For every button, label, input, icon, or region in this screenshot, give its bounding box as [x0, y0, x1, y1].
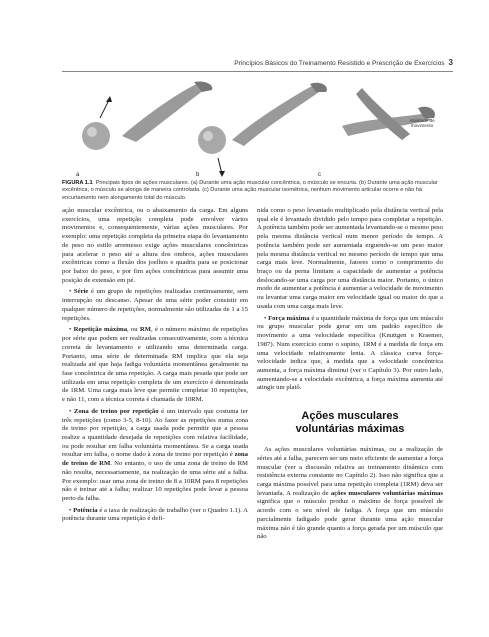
paragraph: nida como o peso levantado multiplicado pela distância vertical pela qual ele é levantado dividido pelo tempo para completar a repetição. A potência também pode ser aumentada levantando-se o mesmo peso pela mesma distância vertical num menor período de tempo. A potência também pode ser aumentada erguendo-se um peso maior pela mesma distância vertical no mesmo período de tempo que uma carga mais leve. Normalmente, fatores como o comprimento do braço ou da perna limitam a capacidade de aumentar a potência deslocando-se uma carga por uma distância maior. Portanto, o único modo de aumentar a potência é aumentar a velocidade de movimento ou levantar uma carga maior em velocidade igual ou maior do que a usada com uma carga mais leve.	[257, 207, 443, 310]
list-item-zona-treino: • Zona de treino por repetição é um intervalo que costuma ter três repetições (como 3-5, 8-10). Ao fazer as repetições numa zona de treino por repetição, a carga usada pode permitir que a pessoa realize a quantidade desejada de repetições com relativa facilidade, ou pode resultar em falha voluntária momentânea. Se a carga usada resultar em falha, o nome dado à zona de treino por repetição é zona de treino de RM. No entanto, o uso de uma zona de treino de RM não resulta, necessariamente, na realização de uma série até a falha. Por exemplo: usar uma zona de treino de 8 a 10RM para 8 repetições não é treinar até a falha; realizar 10 repetições pode levar a pessoa perto da falha.	[62, 407, 248, 502]
section-heading: Ações musculares voluntárias máximas	[295, 410, 405, 436]
term: RM	[139, 326, 151, 334]
list-item-potencia: • Potência é a taxa de realização de trabalho (ver o Quadro 1.1). A potência durante uma repetição é defi-	[62, 506, 248, 523]
caption-label: FIGURA 1.1	[62, 180, 93, 186]
term: Zona de treino por repetição	[73, 407, 159, 415]
page-number: 3	[448, 58, 453, 67]
left-column	[62, 207, 248, 524]
list-item-forca-maxima: • Força máxima é a quantidade máxima de força que um músculo ou grupo muscular pode gerar em um padrão específico de movimento a uma velocidade específica (Knuttgen e Kraemer, 1987). Num exercício como o supino, 1RM é a medida de força em uma velocidade relativamente lenta. A clássica curva força-velocidade indica que, à medida que a velocidade concêntrica aumenta, a força máxima diminui (ver o Capítulo 3). Por outro lado, aumentando-se a velocidade excêntrica, a força máxima aumenta até atingir um platô.	[257, 314, 443, 392]
panel-label-a: a	[76, 172, 80, 178]
term: Repetição máxima	[73, 326, 128, 334]
term: Série	[73, 288, 89, 296]
panel-label-c: c	[318, 172, 321, 178]
panel-b-arm	[198, 83, 327, 177]
term: Potência	[73, 506, 98, 514]
panel-label-b: b	[196, 172, 200, 178]
panel-a-arm	[82, 81, 212, 150]
figure-muscle-actions	[62, 78, 454, 178]
paragraph: As ações musculares voluntárias máximas, ou a realização de séries até a falha, parecem ser um meio eficiente de aumentar a força muscular (ver a discussão relativa ao treinamento dinâmico com resistência externa constante no Capítulo 2). Isso não significa que a carga máxima possível para uma repetição completa (1RM) deva ser levantada. A realização de ações musculares voluntárias máximas significa que o músculo produz o máximo de força possível de acordo com o seu nível de fadiga. A força que um músculo parcialmente fadigado pode gerar durante uma ação muscular máxima não é tão grande quanto a força gerada por um músculo que não	[257, 446, 443, 541]
panel-c-arm	[342, 88, 435, 140]
running-title: Princípios Básicos do Treinamento Resistido e Prescrição de Exercícios	[234, 60, 445, 67]
term: ações musculares voluntárias máximas	[330, 489, 443, 497]
list-item-serie: • Série é um grupo de repetições realizadas continuamente, sem interrupção ou descanso. Apesar de uma série poder consistir em qualquer número de repetições, normalmente são utilizadas de 1 a 15 repetições.	[62, 288, 249, 322]
term: zona de treino de RM	[62, 451, 248, 468]
paragraph: ação muscular excêntrica, ou o abaixamento da carga. Em alguns exercícios, uma repetição completa pode envolver vários movimentos e, consequentemente, várias ações musculares. Por exemplo: uma repetição completa da primeira etapa do levantamento de peso no estilo arremesso exige ações musculares concêntricas para acelerar o peso até a altura dos ombros, ações musculares excêntricas como a flexão dos joelhos e quadris para se posicionar por baixo do peso, e por fim ações concêntricas para assumir uma posição de extensão em pé.	[62, 207, 248, 284]
term: Força máxima	[268, 314, 310, 322]
running-header	[62, 58, 453, 72]
figure-illustration	[62, 78, 454, 178]
list-item-rm: • Repetição máxima, ou RM, é o número máximo de repetições por série que podem ser realizadas consecutivamente, com a técnica correta de levantamento e utilizando uma determinada carga. Portanto, uma série de determinada RM implica que ela seja realizada até que haja fadiga voluntária momentânea geralmente na fase concêntrica de uma repetição. A carga mais pesada que pode ser utilizada em uma repetição completa de um exercício é denominada de 1RM. Uma carga mais leve que permite completar 10 repetições, e não 11, com a técnica correta é chamada de 10RM.	[62, 326, 249, 404]
figure-caption	[62, 180, 454, 202]
figure-annotation: Atividade de movimento	[409, 118, 435, 129]
caption-text: Principais tipos de ações musculares. (a) Durante uma ação muscular concêntrica, o músculo se encurta. (b) Durante uma ação muscular excêntrica, o músculo se alonga de maneira controlada. (c) Durante uma ação muscular isométrica, nenhum movimento articular ocorre e não há encurtamento nem alongamento total do músculo.	[62, 180, 438, 201]
right-column	[257, 207, 443, 542]
